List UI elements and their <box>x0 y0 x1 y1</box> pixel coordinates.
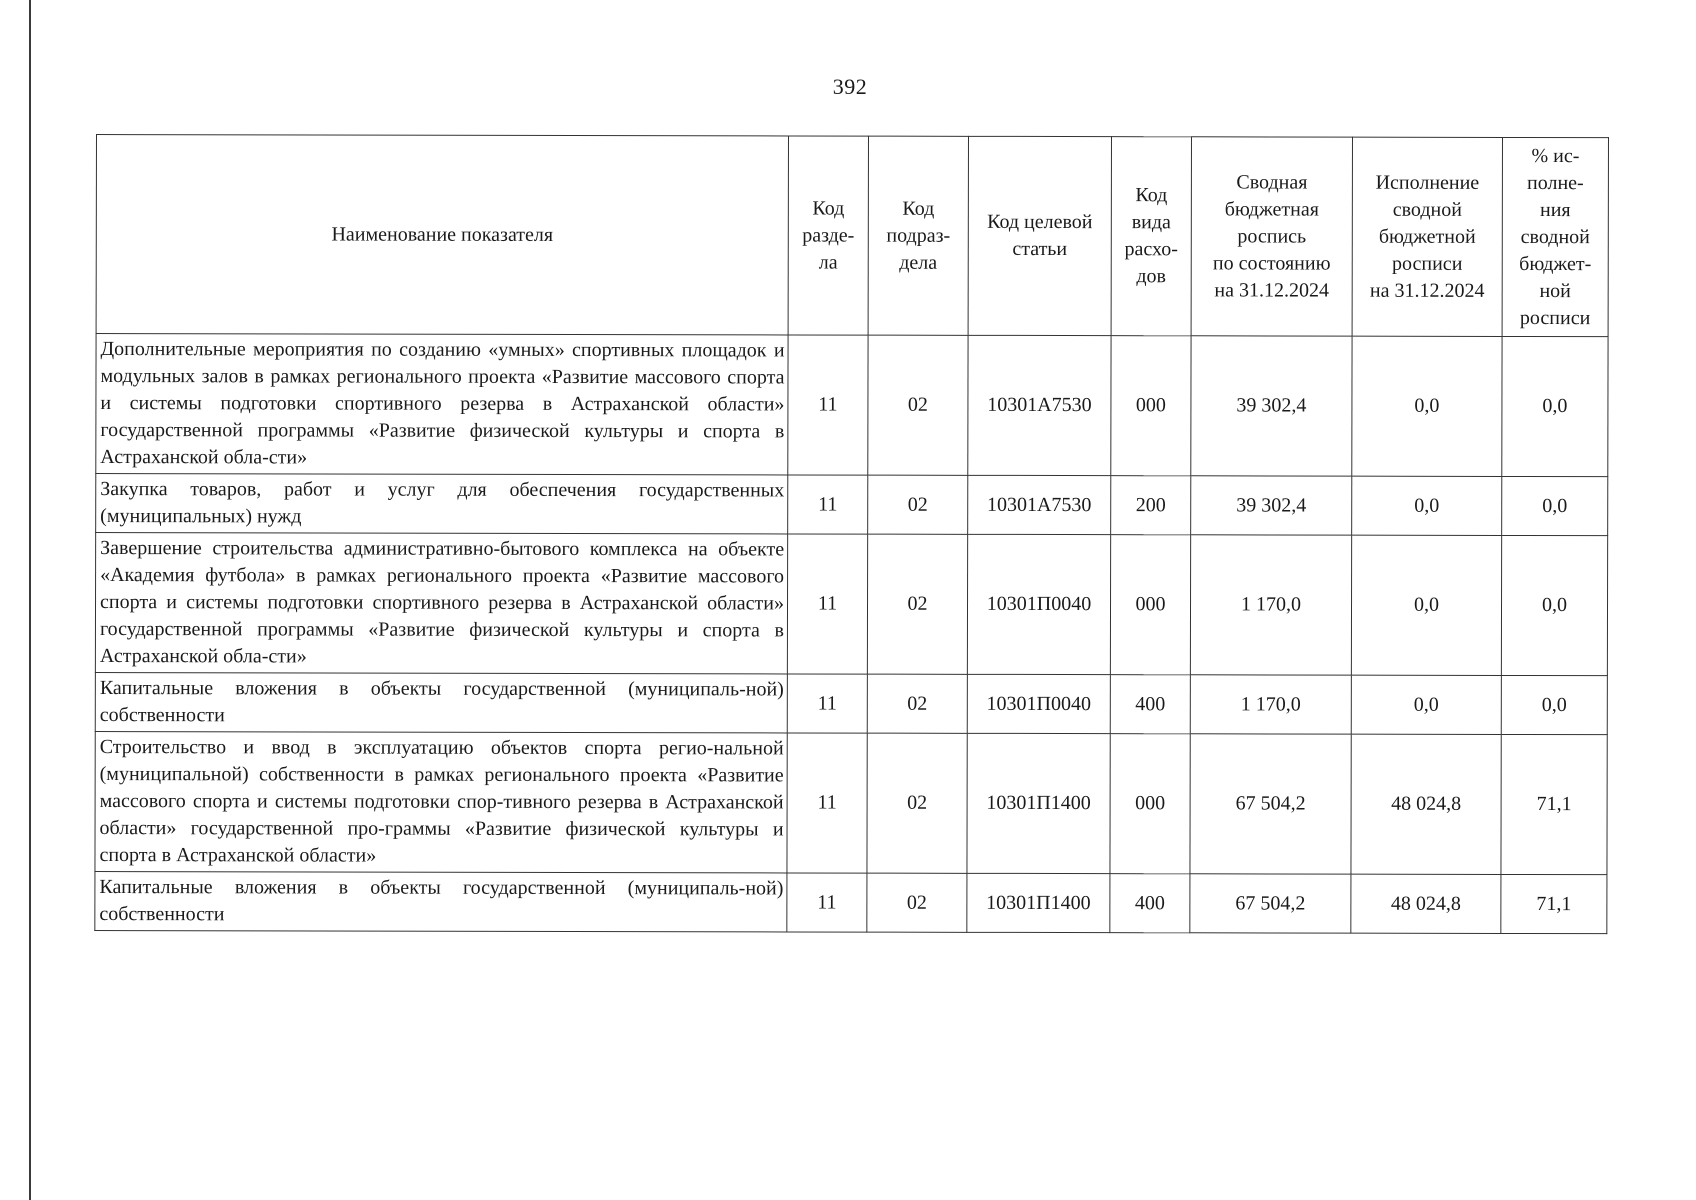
row-executed: 0,0 <box>1352 336 1502 476</box>
page-number: 392 <box>832 74 868 99</box>
row-executed: 0,0 <box>1351 535 1501 675</box>
row-planned: 67 504,2 <box>1190 734 1351 874</box>
row-section-code: 11 <box>787 733 867 873</box>
row-target-code: 10301П1400 <box>967 733 1110 873</box>
header-percent: % ис- полне- ния сводной бюджет- ной росписи <box>1502 137 1608 336</box>
row-percent: 0,0 <box>1501 535 1607 675</box>
row-subsection-code: 02 <box>867 733 967 873</box>
row-planned: 1 170,0 <box>1190 535 1351 675</box>
row-expense-code: 400 <box>1110 874 1190 933</box>
header-section-code: Код разде- ла <box>788 136 868 335</box>
row-section-code: 11 <box>787 674 867 733</box>
row-percent: 0,0 <box>1502 336 1608 476</box>
header-name: Наименование показателя <box>96 135 788 335</box>
row-name: Завершение строительства административно-бытового комплекса на объекте «Академия футбола» в рамках регионального проекта «Развитие массового спорта и системы подготовки спортивного резерва в Астраханской области» государственной программы «Развитие физической культуры и спорта в Астраханской обла-сти» <box>95 533 787 674</box>
row-name: Капитальные вложения в объекты государственной (муниципаль-ной) собственности <box>95 871 787 931</box>
row-name: Строительство и ввод в эксплуатацию объектов спорта регио-нальной (муниципальной) собственности в рамках регионального проекта «Развитие массового спорта и системы подготовки спор-тивного резерва в Астраханской области» государственной про-граммы «Развитие физической культуры и спорта в Астраханской области» <box>95 731 787 872</box>
table-row <box>95 731 1607 874</box>
row-subsection-code: 02 <box>867 873 967 932</box>
row-target-code: 10301П0040 <box>967 674 1110 733</box>
row-planned: 1 170,0 <box>1190 675 1351 734</box>
scan-edge-line <box>29 0 31 1200</box>
table-row <box>96 334 1608 477</box>
row-subsection-code: 02 <box>868 475 968 534</box>
row-expense-code: 200 <box>1111 476 1191 535</box>
row-executed: 0,0 <box>1351 675 1501 734</box>
table-row <box>95 672 1607 734</box>
row-expense-code: 000 <box>1111 336 1191 476</box>
table-row <box>95 533 1607 676</box>
row-name: Закупка товаров, работ и услуг для обеспечения государственных (муниципальных) нужд <box>96 474 788 534</box>
header-subsection-code: Код подраз- дела <box>868 136 968 335</box>
header-target-code: Код целевой статьи <box>968 136 1111 335</box>
row-name: Дополнительные мероприятия по созданию «умных» спортивных площадок и модульных залов в рамках регионального проекта «Развитие массового спорта и системы подготовки спортивного резерва в Астраханской области» государственной программы «Развитие физической культуры и спорта в Астраханской обла-сти» <box>96 334 788 475</box>
row-executed: 48 024,8 <box>1351 734 1501 874</box>
row-percent: 0,0 <box>1501 675 1607 734</box>
row-target-code: 10301А7530 <box>968 475 1111 534</box>
table-row <box>96 474 1608 536</box>
row-expense-code: 000 <box>1110 734 1190 874</box>
row-section-code: 11 <box>788 475 868 534</box>
row-percent: 0,0 <box>1502 476 1608 535</box>
budget-table <box>94 134 1609 934</box>
header-row <box>96 135 1608 337</box>
table-row <box>95 871 1607 933</box>
row-section-code: 11 <box>787 534 867 674</box>
row-expense-code: 400 <box>1110 675 1190 734</box>
row-planned: 39 302,4 <box>1191 336 1352 476</box>
row-percent: 71,1 <box>1501 874 1607 933</box>
row-executed: 48 024,8 <box>1351 874 1501 933</box>
row-target-code: 10301П0040 <box>967 534 1110 674</box>
row-planned: 67 504,2 <box>1190 874 1351 933</box>
header-planned: Сводная бюджетная роспись по состоянию на 31.12.2024 <box>1191 137 1352 336</box>
header-executed: Исполнение сводной бюджетной росписи на 31.12.2024 <box>1352 137 1502 336</box>
row-expense-code: 000 <box>1110 535 1190 675</box>
row-percent: 71,1 <box>1501 734 1607 874</box>
row-subsection-code: 02 <box>867 674 967 733</box>
row-target-code: 10301А7530 <box>968 335 1111 475</box>
row-section-code: 11 <box>788 335 868 475</box>
header-expense-code: Код вида расхо- дов <box>1111 137 1191 336</box>
row-planned: 39 302,4 <box>1191 476 1352 535</box>
row-subsection-code: 02 <box>867 534 967 674</box>
row-target-code: 10301П1400 <box>967 873 1110 932</box>
row-section-code: 11 <box>787 873 867 932</box>
row-executed: 0,0 <box>1352 476 1502 535</box>
row-subsection-code: 02 <box>868 335 968 475</box>
row-name: Капитальные вложения в объекты государственной (муниципаль-ной) собственности <box>95 672 787 732</box>
